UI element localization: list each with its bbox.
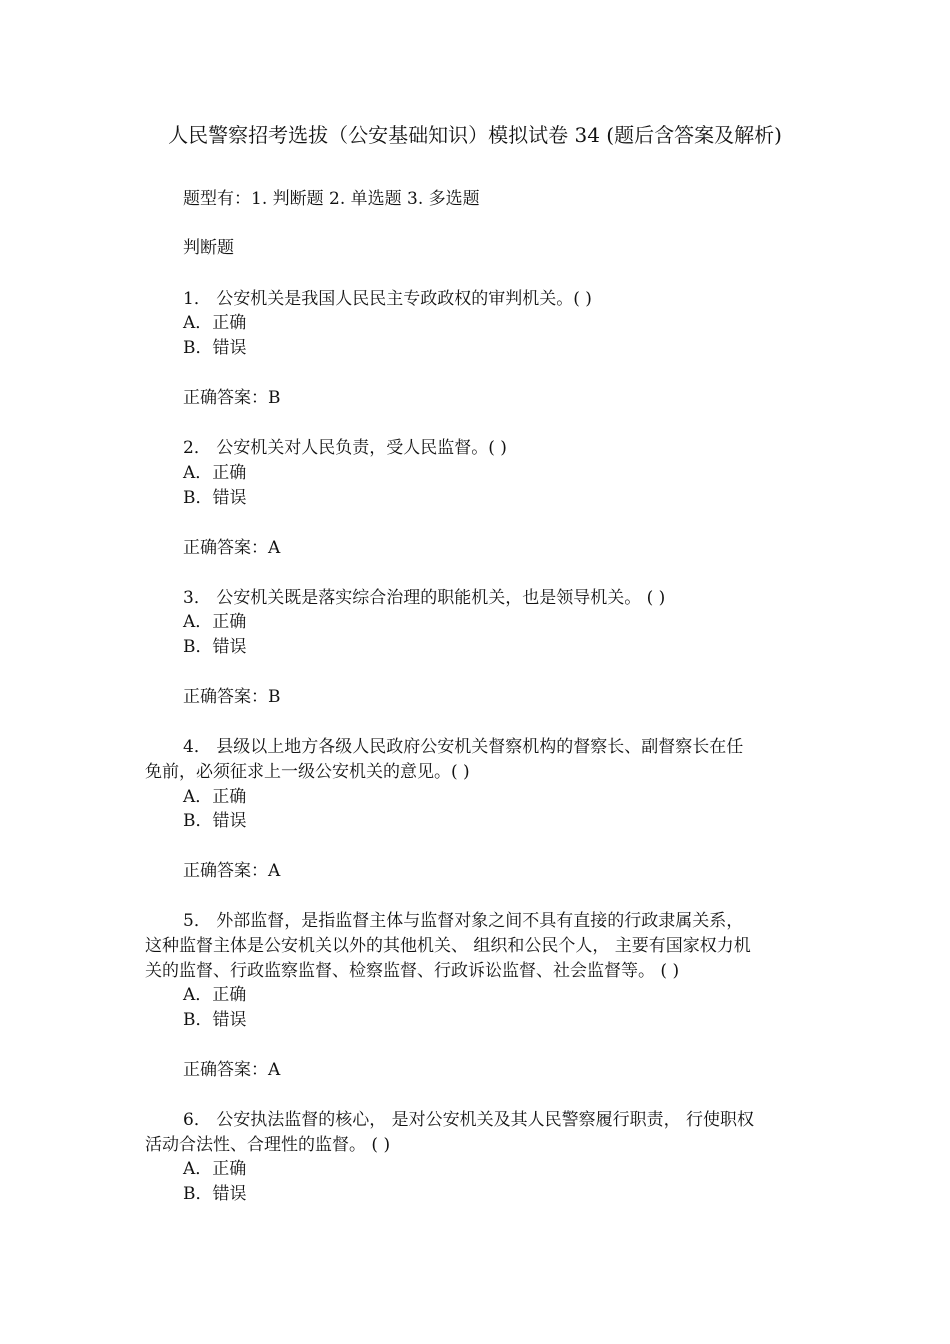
option-b: B．错误 — [183, 488, 247, 508]
question-text-continued: 关的监督、行政监察监督、检察监督、行政诉讼监督、社会监督等。 ( ) — [145, 961, 680, 981]
option-b: B．错误 — [183, 811, 247, 831]
answer-line: 正确答案：A — [183, 861, 281, 881]
question-types-line: 题型有：1. 判断题 2. 单选题 3. 多选题 — [183, 189, 480, 209]
option-a: A．正确 — [183, 612, 247, 632]
question-text-continued: 免前，必须征求上一级公安机关的意见。( ) — [145, 762, 470, 782]
answer-line: 正确答案：A — [183, 1060, 281, 1080]
option-b: B．错误 — [183, 1184, 247, 1204]
option-b: B．错误 — [183, 1010, 247, 1030]
question-text: 2． 公安机关对人民负责，受人民监督。( ) — [183, 438, 507, 458]
answer-line: 正确答案：A — [183, 538, 281, 558]
answer-line: 正确答案：B — [183, 687, 281, 707]
option-a: A．正确 — [183, 463, 247, 483]
question-text-continued: 活动合法性、合理性的监督。 ( ) — [145, 1135, 391, 1155]
question-text: 5． 外部监督，是指监督主体与监督对象之间不具有直接的行政隶属关系， — [183, 911, 744, 931]
option-b: B．错误 — [183, 338, 247, 358]
question-text: 1． 公安机关是我国人民民主专政政权的审判机关。( ) — [183, 289, 592, 309]
question-text: 3． 公安机关既是落实综合治理的职能机关，也是领导机关。 ( ) — [183, 588, 666, 608]
option-a: A．正确 — [183, 1159, 247, 1179]
question-text: 4． 县级以上地方各级人民政府公安机关督察机构的督察长、副督察长在任 — [183, 737, 744, 757]
option-a: A．正确 — [183, 787, 247, 807]
option-b: B．错误 — [183, 637, 247, 657]
option-a: A．正确 — [183, 313, 247, 333]
option-a: A．正确 — [183, 985, 247, 1005]
question-text: 6． 公安执法监督的核心， 是对公安机关及其人民警察履行职责， 行使职权 — [183, 1110, 755, 1130]
document-title: 人民警察招考选拔（公安基础知识）模拟试卷 34 (题后含答案及解析) — [168, 123, 782, 147]
section-title: 判断题 — [183, 238, 234, 258]
answer-line: 正确答案：B — [183, 388, 281, 408]
question-text-continued: 这种监督主体是公安机关以外的其他机关、 组织和公民个人， 主要有国家权力机 — [145, 936, 751, 956]
